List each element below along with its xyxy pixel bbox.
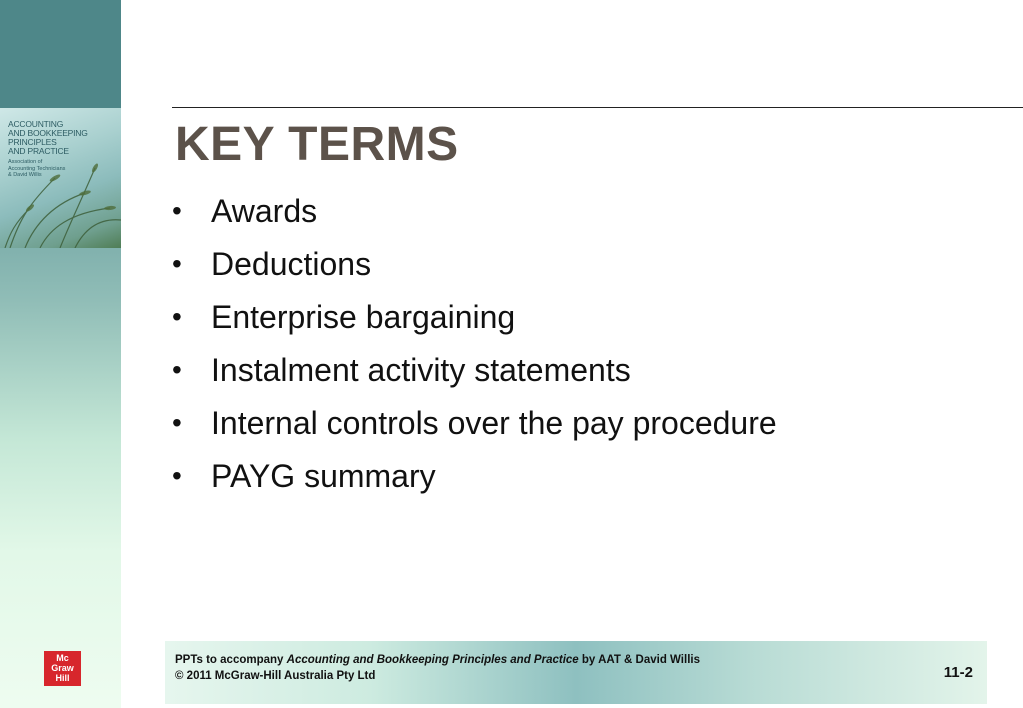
list-item [172,402,777,455]
book-cover-image [0,108,121,248]
bullet-icon: • [172,407,182,438]
list-item-text: Awards [211,193,318,229]
footer-banner [165,641,987,704]
list-item-text: Internal controls over the pay procedure [211,405,777,441]
cover-subtitle: Association of Accounting Technicians & David Willis [8,159,66,178]
list-item [172,349,777,402]
list-item-text: PAYG summary [211,458,436,494]
bullet-icon: • [172,460,182,491]
list-item [172,455,777,508]
mcgraw-hill-logo: Mc Graw Hill [44,651,81,686]
list-item-text: Enterprise bargaining [211,299,516,335]
page-number: 11-2 [943,664,973,681]
footer-suffix: by AAT & David Willis [578,654,700,666]
list-item [172,190,777,243]
footer-prefix: PPTs to accompany [175,654,287,666]
bullet-icon: • [172,354,182,385]
sidebar [0,0,121,708]
bullet-icon: • [172,301,182,332]
footer-copyright: © 2011 McGraw-Hill Australia Pty Ltd [175,670,376,682]
cover-title: ACCOUNTING AND BOOKKEEPING PRINCIPLES AND PRACTICE [8,119,88,156]
list-item-text: Deductions [211,246,372,282]
page-title: KEY TERMS [175,118,459,171]
list-item [172,243,777,296]
list-item [172,296,777,349]
key-terms-list [172,190,777,508]
bullet-icon: • [172,248,182,279]
footer-book-title: Accounting and Bookkeeping Principles and Practice [286,654,579,666]
footer-credit [175,654,700,666]
title-divider [172,107,1023,108]
sidebar-top-band [0,0,121,108]
list-item-text: Instalment activity statements [211,352,631,388]
bullet-icon: • [172,195,182,226]
